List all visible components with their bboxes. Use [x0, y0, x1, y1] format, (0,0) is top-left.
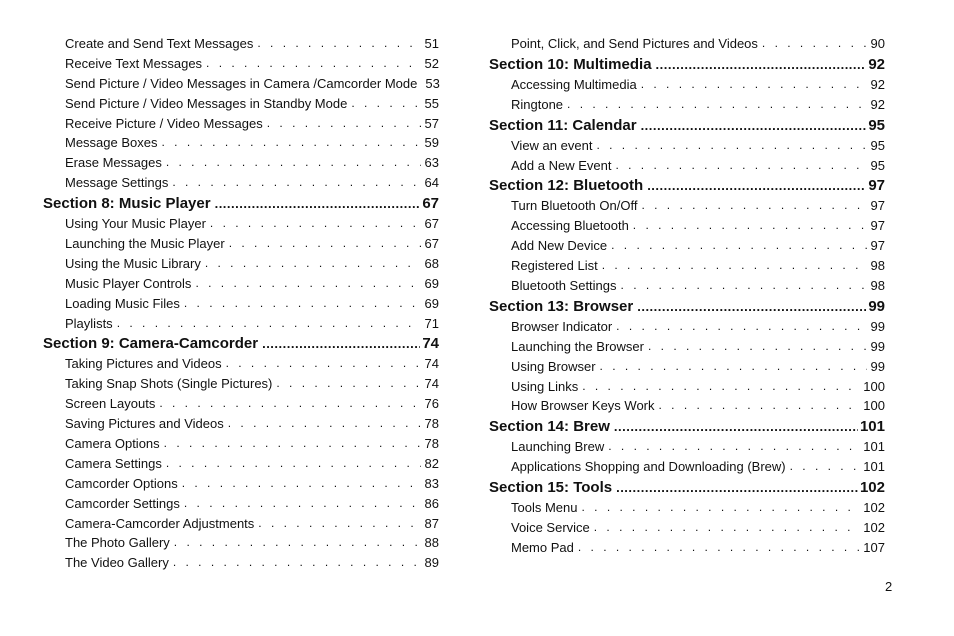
toc-label: Taking Snap Shots (Single Pictures)	[65, 376, 273, 392]
dot-leader	[616, 317, 866, 337]
dot-leader	[656, 54, 867, 75]
dot-leader	[166, 153, 421, 173]
dot-leader	[567, 95, 866, 115]
toc-entry[interactable]	[43, 494, 439, 514]
toc-section-heading[interactable]	[489, 54, 885, 75]
toc-page-number: 83	[424, 475, 439, 491]
toc-entry[interactable]	[489, 396, 885, 416]
toc-page-number: 71	[424, 315, 439, 331]
toc-page-number: 74	[422, 335, 439, 353]
toc-page-number: 78	[424, 416, 439, 432]
toc-label: Camera-Camcorder Adjustments	[65, 515, 255, 531]
toc-entry[interactable]	[43, 114, 439, 134]
toc-page-number: 97	[870, 238, 885, 254]
toc-page-number: 99	[870, 358, 885, 374]
dot-leader	[621, 276, 867, 296]
toc-page-number: 107	[863, 539, 885, 555]
toc-entry[interactable]	[43, 374, 439, 394]
toc-entry[interactable]	[43, 434, 439, 454]
toc-section-heading[interactable]	[489, 115, 885, 136]
toc-entry[interactable]	[489, 136, 885, 156]
toc-entry[interactable]	[43, 54, 439, 74]
toc-page-number: 67	[424, 216, 439, 232]
dot-leader	[267, 114, 421, 134]
toc-page-number: 101	[863, 459, 885, 475]
toc-label: Using Your Music Player	[65, 216, 206, 232]
toc-entry[interactable]	[43, 74, 439, 94]
dot-leader	[615, 156, 866, 176]
toc-entry[interactable]	[43, 133, 439, 153]
toc-entry[interactable]	[43, 354, 439, 374]
dot-leader	[206, 54, 420, 74]
toc-entry[interactable]	[489, 437, 885, 457]
toc-page-number: 98	[870, 258, 885, 274]
dot-leader	[594, 518, 860, 538]
toc-page-number: 64	[424, 175, 439, 191]
dot-leader	[172, 173, 420, 193]
toc-entry[interactable]	[43, 94, 439, 114]
toc-entry[interactable]	[489, 377, 885, 397]
toc-label: Tools Menu	[511, 500, 578, 516]
toc-page-number: 74	[424, 356, 439, 372]
toc-label: Camcorder Settings	[65, 495, 180, 511]
page-number: 2	[885, 579, 893, 594]
toc-entry[interactable]	[43, 553, 439, 573]
toc-entry[interactable]	[489, 156, 885, 176]
dot-leader	[228, 414, 421, 434]
dot-leader	[262, 333, 420, 354]
dot-leader	[641, 115, 867, 136]
toc-page-number: 95	[870, 157, 885, 173]
toc-entry[interactable]	[43, 254, 439, 274]
toc-label: Section 8: Music Player	[43, 195, 211, 213]
toc-label: Screen Layouts	[65, 396, 156, 412]
toc-page-number: 99	[870, 318, 885, 334]
toc-entry[interactable]	[43, 454, 439, 474]
dot-leader	[596, 136, 866, 156]
dot-leader	[159, 394, 420, 414]
toc-entry[interactable]	[43, 394, 439, 414]
toc-label: View an event	[511, 137, 593, 153]
toc-page-number: 101	[859, 418, 885, 436]
toc-page-number: 88	[424, 535, 439, 551]
toc-page-number: 97	[870, 218, 885, 234]
toc-label: Accessing Multimedia	[511, 76, 637, 92]
dot-leader	[258, 514, 420, 534]
toc-label: Section 15: Tools	[489, 479, 613, 497]
toc-label: Browser Indicator	[511, 318, 613, 334]
dot-leader	[184, 294, 421, 314]
toc-page-number: 90	[870, 35, 885, 51]
dot-leader	[276, 374, 420, 394]
toc-label: The Video Gallery	[65, 555, 169, 571]
toc-label: Turn Bluetooth On/Off	[511, 198, 638, 214]
dot-leader	[637, 296, 866, 317]
toc-page-number: 99	[868, 297, 885, 315]
toc-entry[interactable]	[43, 173, 439, 193]
toc-page-number: 92	[870, 96, 885, 112]
toc-section-heading[interactable]	[489, 175, 885, 196]
dot-leader	[164, 434, 421, 454]
toc-page-number: 87	[424, 515, 439, 531]
toc-page-number: 67	[422, 195, 439, 213]
toc-entry[interactable]	[43, 34, 439, 54]
toc-entry[interactable]	[489, 317, 885, 337]
toc-section-heading[interactable]	[43, 333, 439, 354]
toc-entry[interactable]	[489, 75, 885, 95]
toc-label: Camera Settings	[65, 455, 162, 471]
toc-label: Add a New Event	[511, 157, 612, 173]
toc-label: Applications Shopping and Downloading (Brew)	[511, 459, 786, 475]
toc-label: Add New Device	[511, 238, 608, 254]
dot-leader	[162, 133, 421, 153]
dot-leader	[184, 494, 421, 514]
toc-entry[interactable]	[489, 256, 885, 276]
toc-page-number: 68	[424, 255, 439, 271]
dot-leader	[633, 216, 867, 236]
toc-label: Using Links	[511, 378, 579, 394]
toc-label: Send Picture / Video Messages in Camera /Camcorder Mode	[65, 75, 418, 91]
toc-entry[interactable]	[489, 95, 885, 115]
dot-leader	[648, 337, 867, 357]
toc-entry[interactable]	[489, 357, 885, 377]
toc-label: Message Settings	[65, 175, 169, 191]
toc-page-number: 69	[424, 295, 439, 311]
dot-leader	[608, 437, 859, 457]
dot-leader	[174, 533, 421, 553]
toc-section-heading[interactable]	[489, 296, 885, 317]
toc-label: Section 14: Brew	[489, 418, 610, 436]
toc-section-heading[interactable]	[489, 416, 885, 437]
toc-label: Launching the Browser	[511, 338, 644, 354]
toc-right-column	[489, 34, 885, 558]
toc-entry[interactable]	[43, 234, 439, 254]
toc-entry[interactable]	[489, 498, 885, 518]
dot-leader	[614, 416, 858, 437]
toc-label: Section 10: Multimedia	[489, 55, 652, 73]
toc-label: Point, Click, and Send Pictures and Videos	[511, 35, 758, 51]
toc-label: Launching Brew	[511, 439, 605, 455]
toc-entry[interactable]	[43, 414, 439, 434]
toc-page-number: 52	[424, 55, 439, 71]
toc-page-number: 69	[424, 275, 439, 291]
toc-label: Message Boxes	[65, 135, 158, 151]
toc-entry[interactable]	[43, 294, 439, 314]
dot-leader	[762, 34, 867, 54]
dot-leader	[600, 357, 867, 377]
toc-label: Bluetooth Settings	[511, 278, 617, 293]
toc-page-number: 74	[424, 376, 439, 392]
dot-leader	[257, 34, 420, 54]
toc-left-column	[43, 34, 439, 573]
toc-entry[interactable]	[489, 196, 885, 216]
toc-entry[interactable]	[43, 214, 439, 234]
toc-label: Saving Pictures and Videos	[65, 416, 224, 432]
toc-entry[interactable]	[43, 314, 439, 334]
dot-leader	[210, 214, 421, 234]
toc-label: Memo Pad	[511, 539, 574, 555]
dot-leader	[659, 396, 860, 416]
toc-label: Registered List	[511, 258, 598, 274]
toc-label: Launching the Music Player	[65, 236, 225, 251]
toc-label: How Browser Keys Work	[511, 398, 655, 414]
dot-leader	[205, 254, 421, 274]
toc-page-number: 78	[424, 436, 439, 452]
toc-page-number: 102	[863, 500, 885, 516]
toc-page-number: 102	[859, 479, 885, 497]
toc-page-number: 89	[424, 555, 439, 571]
toc-page-number: 51	[424, 35, 439, 51]
toc-page-number: 101	[863, 439, 885, 455]
toc-label: Playlists	[65, 315, 113, 331]
toc-page-number: 67	[424, 236, 439, 251]
dot-leader	[641, 196, 866, 216]
toc-page-number: 92	[870, 76, 885, 92]
toc-page-number: 100	[863, 378, 885, 394]
toc-page-number: 102	[863, 520, 885, 536]
dot-leader	[582, 377, 859, 397]
toc-entry[interactable]	[43, 474, 439, 494]
dot-leader	[641, 75, 867, 95]
toc-entry[interactable]	[489, 276, 885, 296]
toc-entry[interactable]	[489, 236, 885, 256]
toc-label: Section 9: Camera-Camcorder	[43, 335, 259, 353]
dot-leader	[226, 354, 421, 374]
toc-page-number: 63	[424, 155, 439, 171]
toc-page-number: 59	[424, 135, 439, 151]
toc-section-heading[interactable]	[43, 193, 439, 214]
toc-label: Using the Music Library	[65, 255, 201, 271]
toc-label: Using Browser	[511, 358, 596, 374]
dot-leader	[351, 94, 420, 114]
dot-leader	[117, 314, 421, 334]
toc-page-number: 55	[424, 95, 439, 111]
toc-label: Loading Music Files	[65, 295, 180, 311]
dot-leader	[229, 234, 421, 254]
toc-page-number: 82	[424, 455, 439, 471]
toc-page-number: 95	[868, 116, 885, 134]
toc-label: Receive Picture / Video Messages	[65, 115, 263, 131]
toc-label: Receive Text Messages	[65, 55, 203, 71]
toc-entry[interactable]	[489, 538, 885, 558]
toc-page-number: 86	[424, 495, 439, 511]
dot-leader	[602, 256, 867, 276]
toc-label: Voice Service	[511, 520, 590, 536]
toc-label: Music Player Controls	[65, 275, 192, 291]
toc-label: Section 11: Calendar	[489, 116, 637, 134]
dot-leader	[616, 477, 858, 498]
toc-page-number: 100	[863, 398, 885, 414]
toc-page-number: 57	[424, 115, 439, 131]
toc-label: Section 13: Browser	[489, 297, 634, 315]
dot-leader	[166, 454, 421, 474]
dot-leader	[790, 457, 860, 477]
toc-page-number: 98	[870, 278, 885, 293]
toc-entry[interactable]	[43, 153, 439, 173]
toc-page-number: 95	[870, 137, 885, 153]
toc-section-heading[interactable]	[489, 477, 885, 498]
dot-leader	[182, 474, 421, 494]
toc-page-number: 76	[424, 396, 439, 412]
dot-leader	[215, 193, 421, 214]
dot-leader	[195, 274, 420, 294]
toc-label: Taking Pictures and Videos	[65, 356, 222, 372]
toc-page-number: 99	[870, 338, 885, 354]
toc-page-number: 97	[868, 177, 885, 195]
toc-page-number: 97	[870, 198, 885, 214]
toc-entry[interactable]	[43, 514, 439, 534]
toc-entry[interactable]	[489, 337, 885, 357]
toc-label: Ringtone	[511, 96, 564, 112]
toc-entry[interactable]	[489, 457, 885, 477]
dot-leader	[581, 498, 859, 518]
toc-entry[interactable]	[43, 274, 439, 294]
toc-label: Camcorder Options	[65, 475, 178, 491]
toc-entry[interactable]	[489, 216, 885, 236]
toc-page-number: 53	[425, 75, 440, 91]
toc-entry[interactable]	[489, 518, 885, 538]
dot-leader	[611, 236, 866, 256]
toc-label: Create and Send Text Messages	[65, 35, 254, 51]
toc-entry[interactable]	[43, 533, 439, 553]
dot-leader	[173, 553, 421, 573]
dot-leader	[578, 538, 859, 558]
toc-page-number: 92	[868, 55, 885, 73]
toc-label: Section 12: Bluetooth	[489, 177, 644, 195]
toc-label: Erase Messages	[65, 155, 162, 171]
dot-leader	[647, 175, 866, 196]
toc-entry[interactable]	[489, 34, 885, 54]
toc-label: Send Picture / Video Messages in Standby Mode	[65, 95, 348, 111]
toc-label: The Photo Gallery	[65, 535, 170, 551]
toc-label: Camera Options	[65, 436, 160, 452]
toc-label: Accessing Bluetooth	[511, 218, 629, 234]
